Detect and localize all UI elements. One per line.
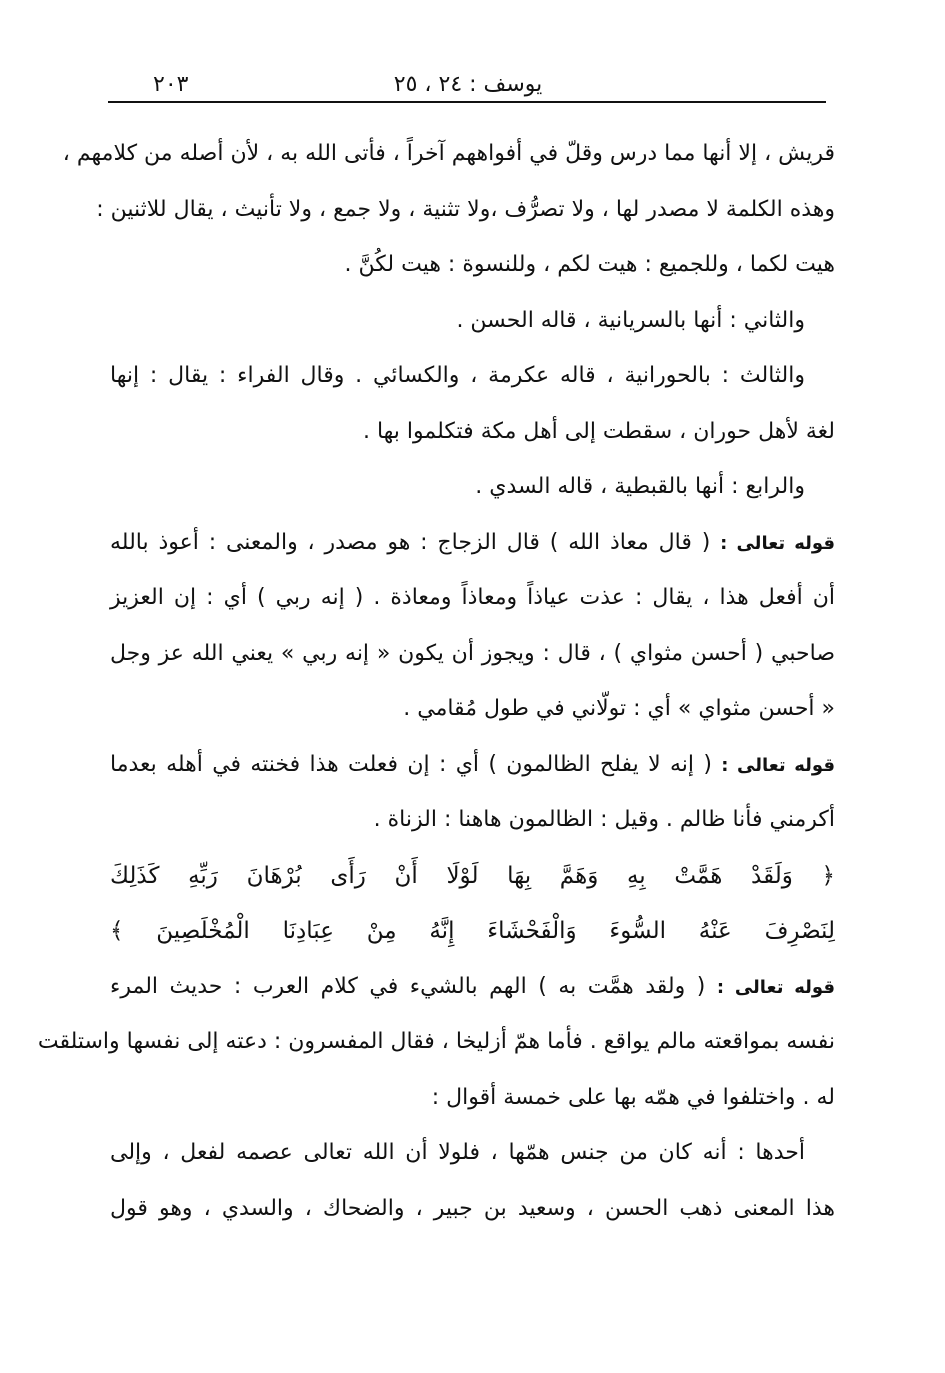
- text-line: لغة لأهل حوران ، سقطت إلى أهل مكة فتكلموا بها .: [362, 418, 835, 444]
- text-line: أكرمني فأنا ظالم . وقيل : الظالمون هاهنا : الزناة .: [373, 807, 835, 832]
- text-line: أن أفعل هذا ، يقال : عذت عياذاً ومعاذاً ومعاذة . ( إنه ربي ) أي : إن العزيز: [110, 585, 835, 610]
- text-line: قوله تعالى : ( ولقد همَّت به ) الهم بالشيء في كلام العرب : حديث المرء: [110, 973, 835, 999]
- text-line: قوله تعالى : ( إنه لا يفلح الظالمون ) أي : إن فعلت هذا فخنته في أهله بعدما: [110, 751, 836, 777]
- text-line: صاحبي ( أحسن مثواي ) ، قال : ويجوز أن يكون « إنه ربي » يعني الله عز وجل: [110, 640, 835, 666]
- page-header: [108, 64, 828, 104]
- text-line: هيت لكما ، وللجميع : هيت لكم ، وللنسوة : هيت لكُنَّ .: [344, 252, 835, 277]
- verse-label: قوله تعالى :: [721, 754, 836, 776]
- text-line: « أحسن مثواي » أي : تولّاني في طول مُقامي .: [403, 696, 835, 721]
- header-divider: [108, 101, 826, 103]
- text-line: قوله تعالى : ( قال معاذ الله ) قال الزجاج : هو مصدر ، والمعنى : أعوذ بالله: [110, 529, 835, 555]
- quran-verse-line: لِنَصْرِفَ عَنْهُ السُّوءَ وَالْفَحْشَاءَ إِنَّهُ مِنْ عِبَادِنَا الْمُخْلَصِينَ ﴾: [110, 918, 835, 944]
- quran-verse-line: ﴿ وَلَقَدْ هَمَّتْ بِهِ وَهَمَّ بِهَا لَوْلَا أَنْ رَأَى بُرْهَانَ رَبِّهِ كَذَلِكَ: [110, 862, 835, 889]
- text-line: والرابع : أنها بالقبطية ، قاله السدي .: [475, 474, 805, 499]
- page-number: ٢٠٣: [153, 72, 189, 97]
- text-line: نفسه بمواقعته مالم يواقع . فأما همّ أزليخا ، فقال المفسرون : دعته إلى نفسها واستلقت: [37, 1029, 835, 1054]
- verse-label: قوله تعالى :: [716, 976, 835, 998]
- text-line: وهذه الكلمة لا مصدر لها ، ولا تصرُّف ،ولا تثنية ، ولا جمع ، ولا تأنيث ، يقال للاثنين :: [96, 196, 835, 222]
- text-line: والثاني : أنها بالسريانية ، قاله الحسن .: [456, 307, 805, 333]
- text-line: له . واختلفوا في همّه بها على خمسة أقوال :: [431, 1084, 835, 1110]
- text-line: والثالث : بالحورانية ، قاله عكرمة ، والكسائي . وقال الفراء : يقال : إنها: [110, 363, 805, 388]
- text-line: قريش ، إلا أنها مما درس وقلّ في أفواههم آخراً ، فأتى الله به ، لأن أصله من كلامهم ،: [62, 141, 835, 166]
- page-body: [37, 130, 836, 1240]
- text-line: أحدها : أنه كان من جنس همّها ، فلولا أن الله تعالى عصمه لفعل ، وإلى: [110, 1140, 805, 1165]
- running-title: يوسف : ٢٤ ، ٢٥: [393, 72, 543, 97]
- verse-label: قوله تعالى :: [720, 532, 835, 554]
- text-line: هذا المعنى ذهب الحسن ، وسعيد بن جبير ، والضحاك ، والسدي ، وهو قول: [110, 1195, 835, 1221]
